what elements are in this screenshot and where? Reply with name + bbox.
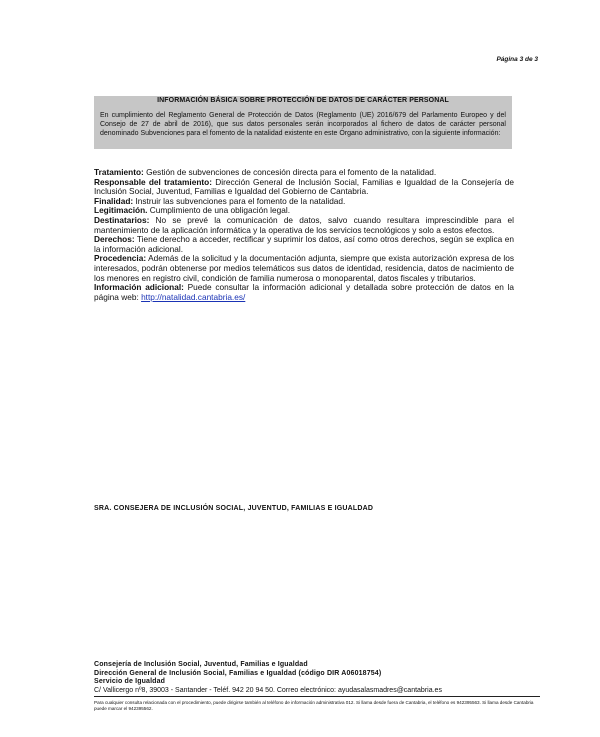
field-label: Legitimación.: [94, 205, 148, 216]
data-protection-fields: [94, 168, 514, 302]
field-derechos: [94, 235, 514, 254]
field-text: Cumplimiento de una obligación legal.: [147, 205, 291, 216]
field-label: Destinatarios:: [94, 214, 150, 225]
footer-department: Consejería de Inclusión Social, Juventud, Familias e Igualdad: [94, 661, 308, 668]
field-label: Finalidad:: [94, 195, 134, 206]
field-text: Dirección General de Inclusión Social, Familias e Igualdad de la Consejería de Inclusión Social, Juventud, Familias e Igualdad del Gobierno de Cantabria.: [94, 176, 514, 197]
footer-divider: [94, 696, 540, 697]
field-label: Tratamiento:: [94, 167, 144, 177]
footer-address-block: [94, 661, 534, 696]
field-informacion-adicional: [94, 283, 514, 302]
footer-note: Para cualquier consulta relacionada con el procedimiento, puede dirigirse también al teléfono de información administrativa 012. Si llama desde fuera de Cantabria, el teléfono es 942395563. Si llama desde Cantabria puede marcar el 942395562.: [94, 700, 534, 711]
page-number: Página 3 de 3: [496, 56, 538, 63]
field-responsable: [94, 178, 514, 197]
more-info-link[interactable]: http://natalidad.cantabria.es/: [141, 291, 246, 302]
field-text: Puede consultar la información adicional y detallada sobre protección de datos en la página web:: [94, 282, 514, 302]
recipient-heading: SRA. CONSEJERA DE INCLUSIÓN SOCIAL, JUVENTUD, FAMILIAS E IGUALDAD: [94, 505, 374, 512]
field-label: Procedencia:: [94, 253, 147, 264]
field-text: No se prevé la comunicación de datos, salvo cuando resultara imprescindible para el mantenimiento de la aplicación informática y la operativa de los servicios tecnológicos y solo a estos efectos.: [94, 214, 514, 235]
field-label: Información adicional:: [94, 282, 184, 293]
field-label: Responsable del tratamiento:: [94, 176, 213, 187]
info-box-text: En cumplimiento del Reglamento General de Protección de Datos (Reglamento (UE) 2016/679 del Parlamento Europeo y del Consejo de 27 de abril de 2016), que sus datos personales serán incorporados al fichero de datos de carácter personal denominado Subvenciones para el fomento de la natalidad existente en este Órgano administrativo, con la siguiente información:: [100, 112, 506, 137]
field-text: Tiene derecho a acceder, rectificar y suprimir los datos, así como otros derechos, según se explica en la información adicional.: [94, 234, 514, 254]
footer-directorate: Dirección General de Inclusión Social, Familias e Igualdad (código DIR A06018754): [94, 669, 382, 677]
field-text: Instruir las subvenciones para el fomento de la natalidad.: [133, 195, 346, 206]
field-text: Además de la solicitud y la documentación adjunta, siempre que exista autorización expresa de los interesados, podrán obtenerse por medios telemáticos sus datos de identidad, residencia, datos de nacimiento de los menores en registro civil, condición de familia numerosa o monoparental, datos fiscales y tributarios.: [94, 253, 514, 283]
field-text: Gestión de subvenciones de concesión directa para el fomento de la natalidad.: [143, 167, 437, 177]
footer-service: Servicio de Igualdad: [94, 678, 166, 686]
info-box-title: INFORMACIÓN BÁSICA SOBRE PROTECCIÓN DE DATOS DE CARÁCTER PERSONAL: [157, 97, 449, 104]
field-procedencia: [94, 254, 514, 283]
footer-contact: C/ Vallicergo nº8, 39003 - Santander - Teléf. 942 20 94 50. Correo electrónico: ayudasalasmadres@cantabria.es: [94, 687, 442, 695]
data-protection-info-box: [94, 96, 512, 149]
field-destinatarios: [94, 216, 514, 235]
field-label: Derechos:: [94, 234, 135, 245]
